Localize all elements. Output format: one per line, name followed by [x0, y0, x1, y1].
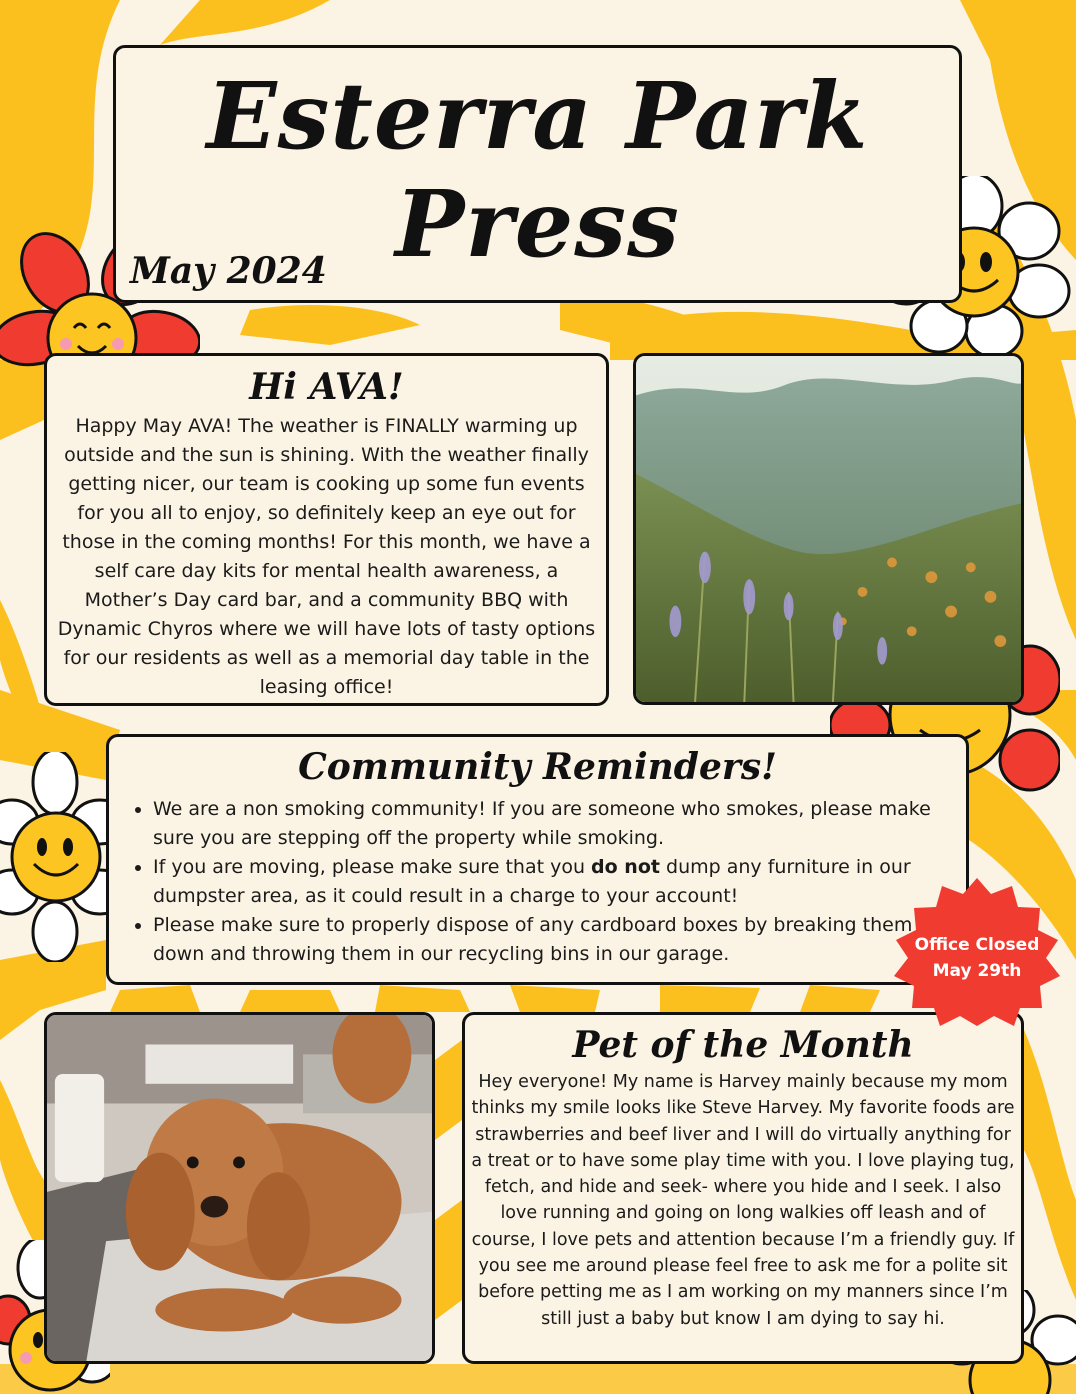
reminder-emphasis: do not: [591, 856, 660, 878]
dog-photo: [44, 1012, 435, 1364]
masthead-title-line2: Press: [395, 170, 680, 278]
meadow-photo: [633, 353, 1024, 705]
reminder-item: • If you are moving, please make sure that you do not dump any furniture in our dumpster area, as it could result in a charge to your account!: [153, 853, 952, 911]
masthead: [113, 45, 962, 303]
reminder-item: • We are a non smoking community! If you are someone who smokes, please make sure you are stepping off the property while smoking.: [153, 795, 952, 853]
office-closed-badge: [886, 876, 1068, 1026]
issue-date: May 2024: [130, 250, 327, 292]
pet-heading: Pet of the Month: [572, 1024, 914, 1066]
reminders-heading: Community Reminders!: [298, 746, 777, 788]
reminder-item: • Please make sure to properly dispose of any cardboard boxes by breaking them down and throwing them in our recycling bins in our garage.: [153, 911, 952, 969]
reminders-section: [106, 734, 969, 985]
pet-body: Hey everyone! My name is Harvey mainly because my mom thinks my smile looks like Steve Harvey. My favorite foods are strawberries and beef liver and I will do virtually anything for a treat or to have some play time with you. I love playing tug, fetch, and hide and seek- where you hide and I seek. I also love running and going on long walkies off leash and of course, I love pets and attention because I’m a friendly guy. If you see me around please feel free to ask me for a polite sit before petting me as I am working on my manners since I’m still just a baby but know I am dying to say hi.: [471, 1072, 1015, 1329]
pet-section: [462, 1012, 1024, 1364]
greeting-section: [44, 353, 609, 706]
greeting-heading: Hi AVA!: [249, 366, 404, 408]
greeting-body: Happy May AVA! The weather is FINALLY warming up outside and the sun is shining. With the weather finally getting nicer, our team is cooking up some fun events for you all to enjoy, so definitely keep an eye out for those in the coming months! For this month, we have a self care day kits for mental health awareness, a Mother’s Day card bar, and a community BBQ with Dynamic Chyros where we will have lots of tasty options for our residents as well as a memorial day table in the leasing office!: [57, 415, 596, 698]
masthead-title-line1: Esterra Park: [206, 62, 869, 170]
office-closed-line1: Office Closed: [914, 935, 1040, 955]
reminders-list: [123, 795, 952, 969]
white-daisy-smiley-icon: [0, 752, 120, 962]
office-closed-line2: May 29th: [932, 961, 1022, 981]
